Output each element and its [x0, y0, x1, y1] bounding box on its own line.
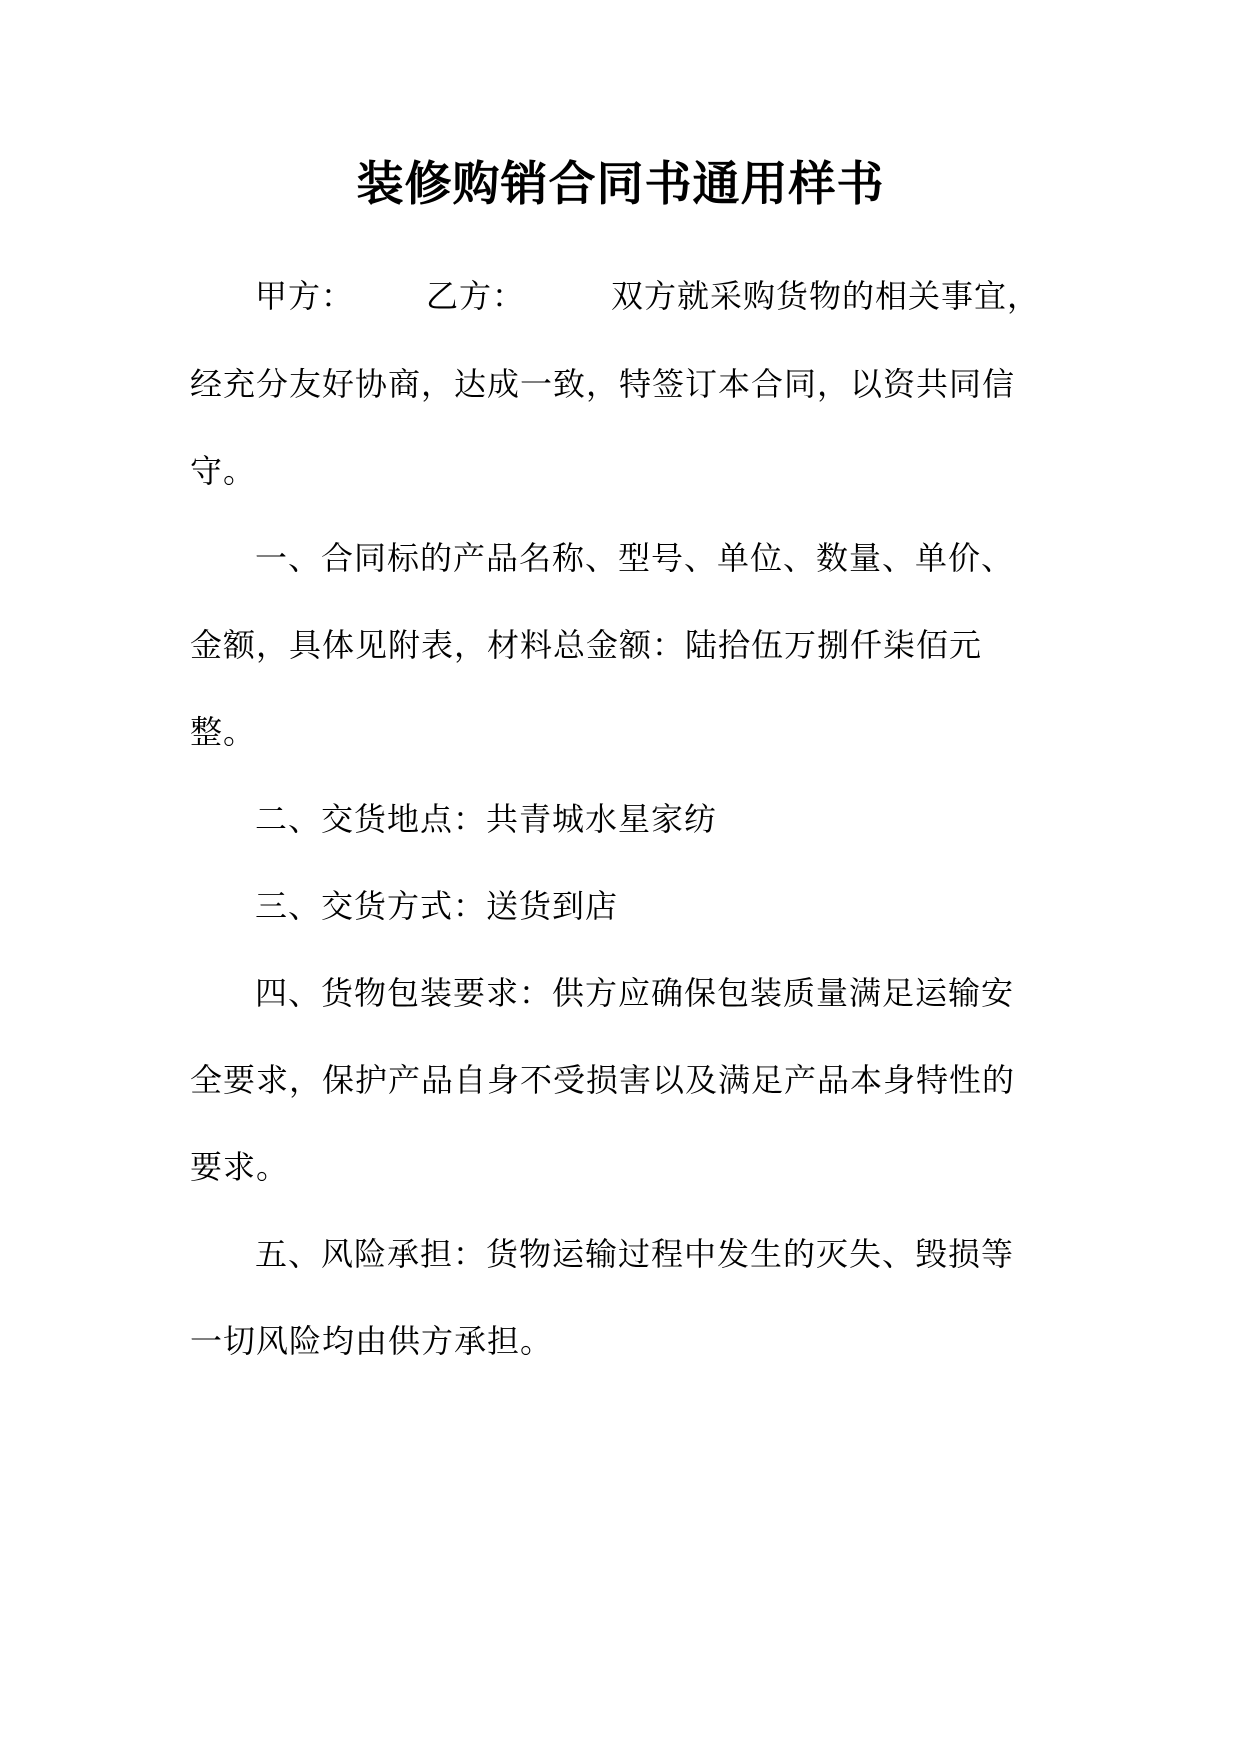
party-a-label: 甲方：	[255, 277, 355, 315]
clause-4-line-3: 要求。	[190, 1148, 290, 1186]
clause-1-line-3: 整。	[190, 713, 257, 751]
clause-5-line-1: 五、风险承担：货物运输过程中发生的灭失、毁损等	[255, 1235, 1015, 1273]
intro-line-1	[255, 274, 1040, 318]
clause-4-line-1: 四、货物包装要求：供方应确保包装质量满足运输安	[255, 974, 1015, 1012]
intro-line-2: 经充分友好协商，达成一致，特签订本合同，以资共同信	[190, 365, 1016, 403]
clause-4-line-2: 全要求，保护产品自身不受损害以及满足产品本身特性的	[190, 1061, 1016, 1099]
clause-1-line-2: 金额，具体见附表，材料总金额：陆拾伍万捌仟柒佰元	[190, 626, 983, 664]
clause-5-line-2: 一切风险均由供方承担。	[190, 1322, 554, 1360]
clause-1-line-1: 一、合同标的产品名称、型号、单位、数量、单价、	[255, 539, 1015, 577]
page-title: 装修购销合同书通用样书	[356, 157, 885, 212]
clause-3-line-1: 三、交货方式：送货到店	[255, 887, 619, 925]
intro-line-1-text: 双方就采购货物的相关事宜，	[611, 277, 1041, 315]
intro-line-3: 守。	[190, 452, 257, 490]
clause-2-line-1: 二、交货地点：共青城水星家纺	[255, 800, 718, 838]
party-b-label: 乙方：	[426, 277, 526, 315]
